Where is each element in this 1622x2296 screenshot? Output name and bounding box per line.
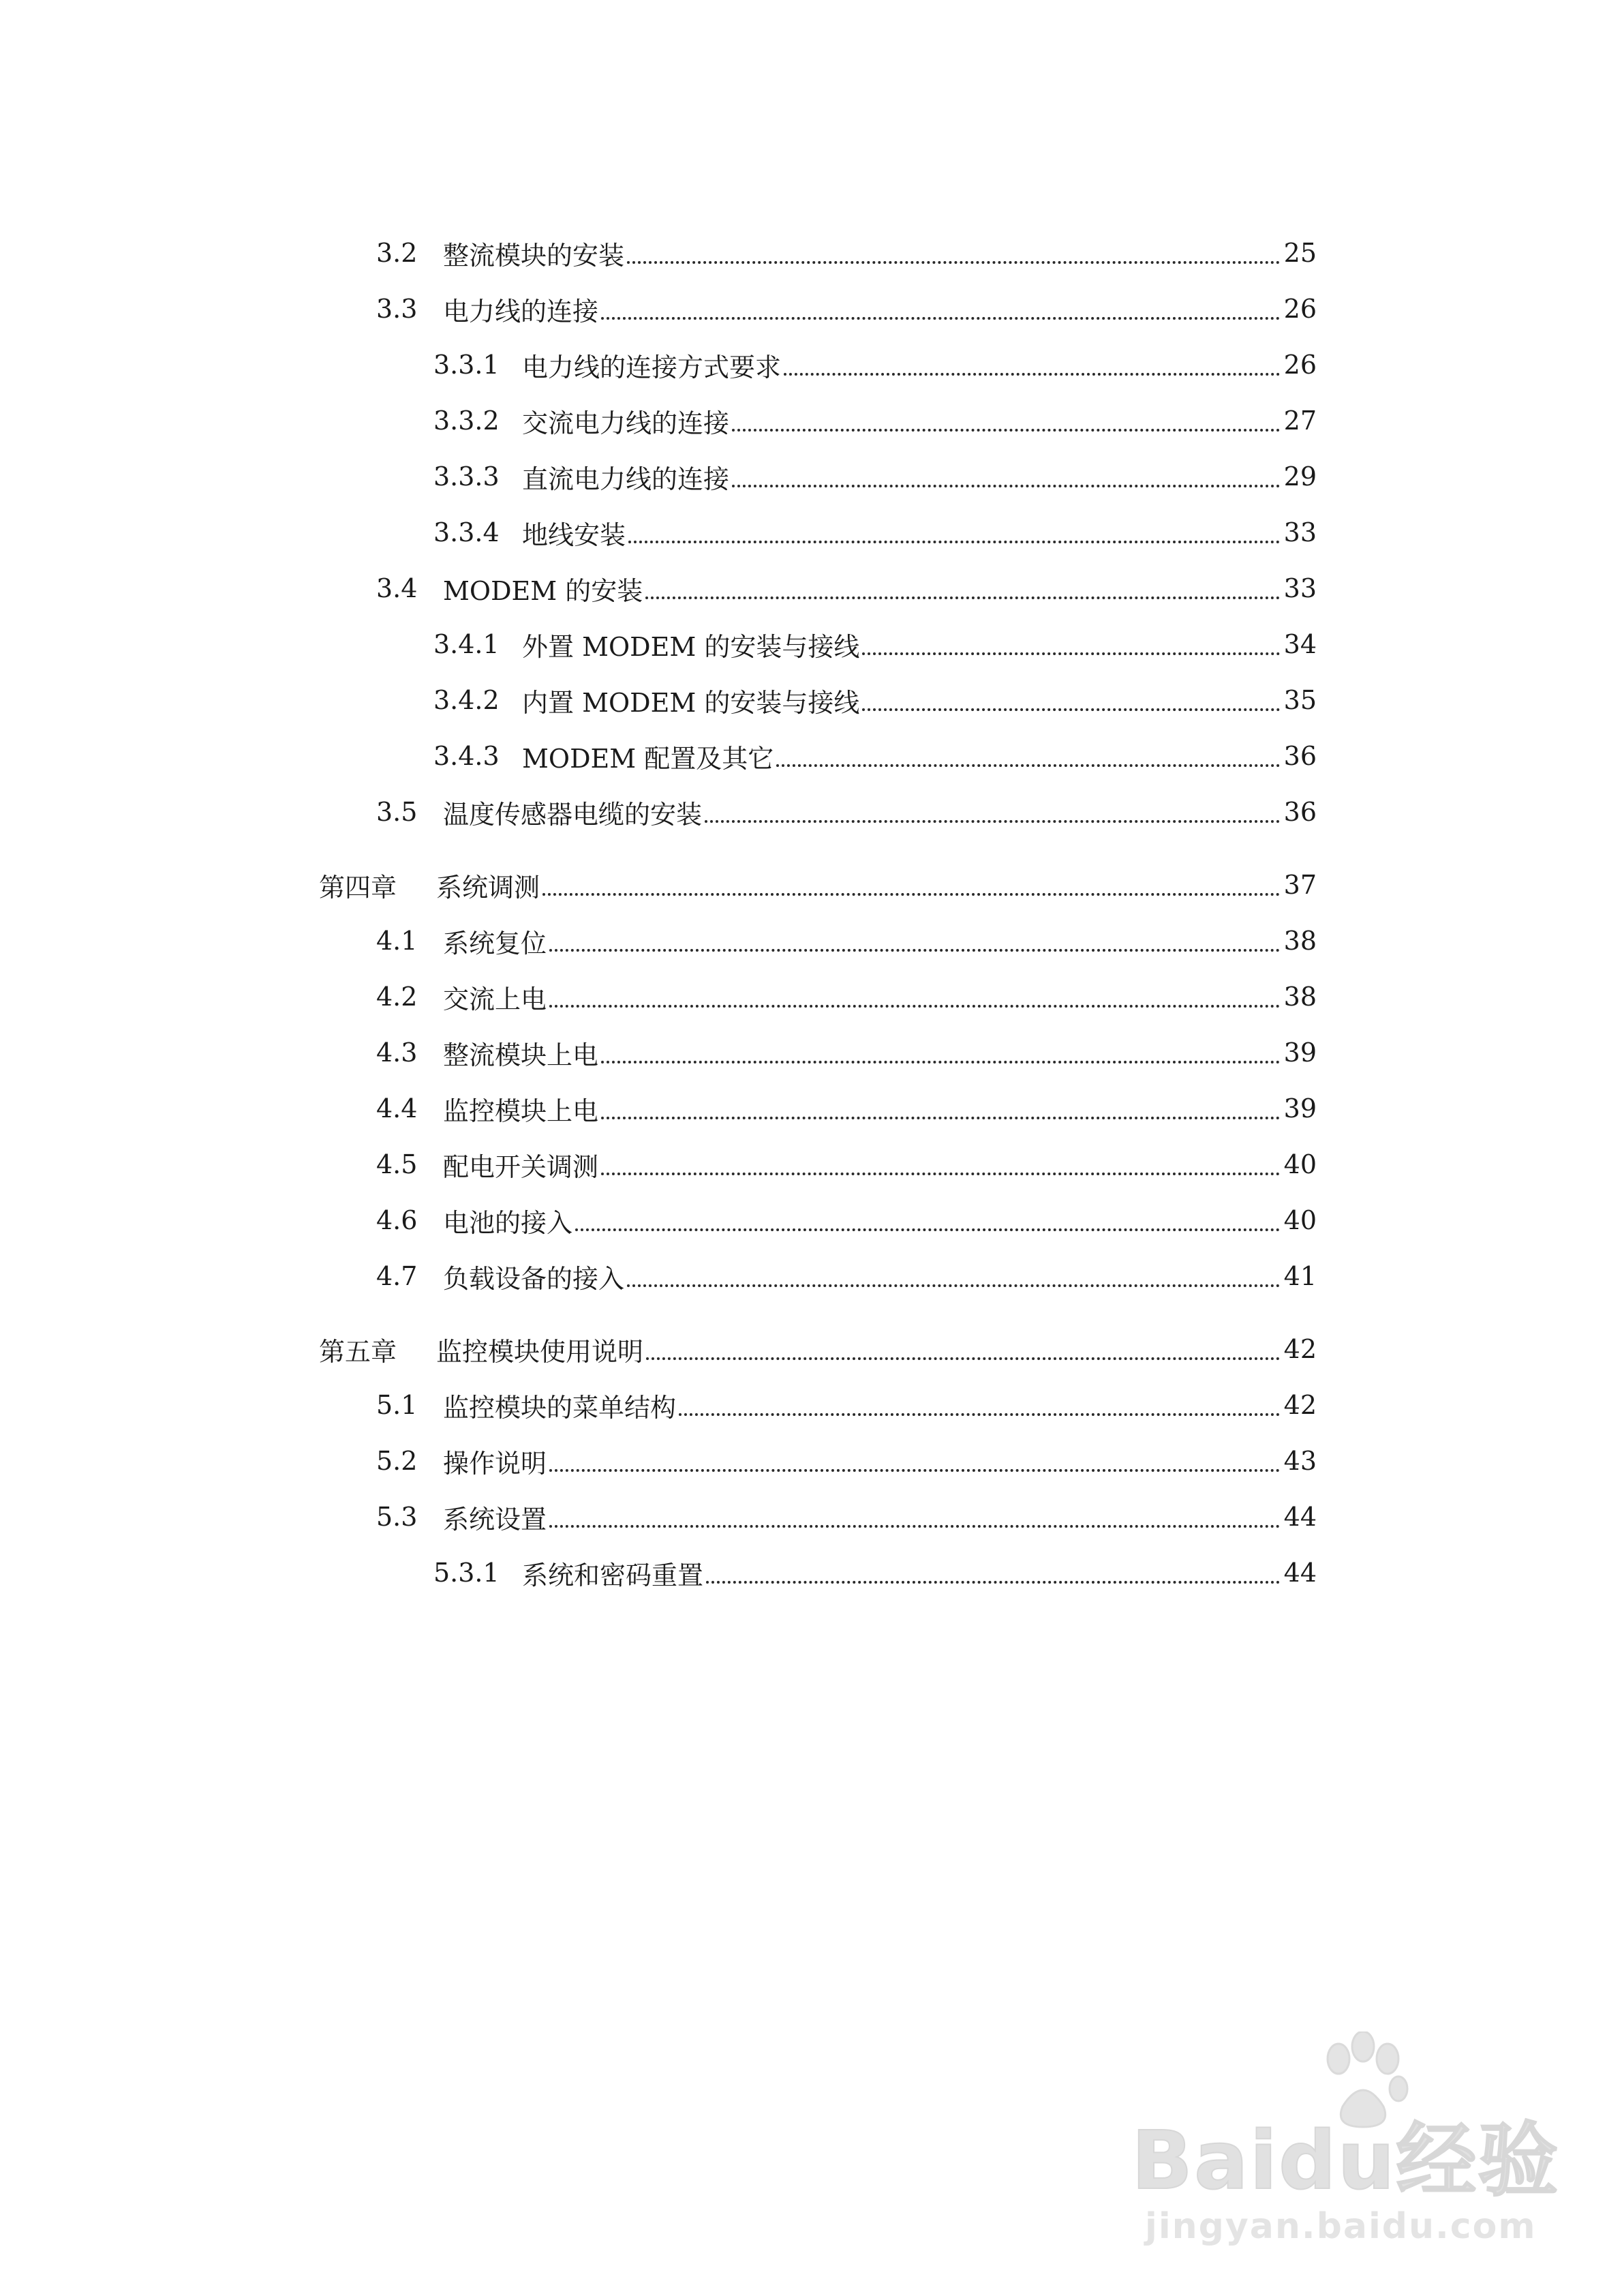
toc-entry-3-3[interactable] bbox=[376, 284, 1317, 333]
toc-page: 25 bbox=[1283, 238, 1317, 268]
dot-leader bbox=[549, 1525, 1280, 1528]
toc-title: MODEM 配置及其它 bbox=[522, 743, 774, 774]
dot-leader bbox=[862, 708, 1279, 711]
dot-leader bbox=[601, 317, 1280, 320]
toc-page: 33 bbox=[1283, 573, 1317, 603]
toc-number: 5.3.1 bbox=[433, 1558, 500, 1588]
toc-title: 系统复位 bbox=[443, 928, 547, 958]
dot-leader bbox=[776, 764, 1279, 767]
toc-number: 3.4.3 bbox=[433, 741, 500, 771]
toc-title: 监控模块使用说明 bbox=[436, 1336, 644, 1367]
toc-number: 3.3.3 bbox=[433, 462, 500, 492]
dot-leader bbox=[732, 429, 1280, 432]
toc-title: 监控模块上电 bbox=[443, 1096, 599, 1126]
toc-page: 27 bbox=[1283, 406, 1317, 436]
toc-page: 43 bbox=[1283, 1446, 1317, 1476]
dot-leader bbox=[601, 1117, 1280, 1119]
toc-entry-5-2[interactable] bbox=[376, 1436, 1317, 1485]
toc-title: 配电开关调测 bbox=[443, 1151, 599, 1182]
toc-title: 电力线的连接方式要求 bbox=[522, 352, 782, 382]
toc-number: 5.2 bbox=[376, 1446, 418, 1476]
toc-page: 44 bbox=[1283, 1502, 1317, 1532]
toc-number: 4.7 bbox=[376, 1261, 418, 1291]
toc-number: 3.4.2 bbox=[433, 685, 500, 715]
toc-number: 3.3.4 bbox=[433, 517, 500, 547]
toc-page: 29 bbox=[1283, 462, 1317, 492]
toc-entry-5-1[interactable] bbox=[376, 1380, 1317, 1430]
toc-title: 温度传感器电缆的安装 bbox=[443, 799, 703, 830]
toc-number: 4.6 bbox=[376, 1205, 418, 1235]
toc-number: 第五章 bbox=[319, 1336, 397, 1367]
dot-leader bbox=[627, 261, 1280, 264]
dot-leader bbox=[575, 1228, 1280, 1231]
toc-page: 35 bbox=[1283, 685, 1317, 715]
toc-number: 第四章 bbox=[319, 872, 397, 903]
toc-page: 39 bbox=[1283, 1038, 1317, 1068]
toc-entry-3-3-3[interactable] bbox=[433, 452, 1317, 501]
toc-entry-chapter-4[interactable] bbox=[319, 860, 1317, 909]
dot-leader bbox=[549, 1469, 1280, 1472]
toc-title: 操作说明 bbox=[443, 1448, 547, 1479]
toc-title: MODEM 的安装 bbox=[443, 575, 643, 606]
toc-title: 系统调测 bbox=[436, 872, 540, 903]
toc-entry-4-5[interactable] bbox=[376, 1140, 1317, 1189]
dot-leader bbox=[645, 596, 1279, 599]
toc-entry-4-3[interactable] bbox=[376, 1028, 1317, 1077]
toc-number: 3.3.2 bbox=[433, 406, 500, 436]
toc-title: 交流电力线的连接 bbox=[522, 408, 730, 438]
dot-leader bbox=[549, 1005, 1280, 1008]
baidu-jingyan-watermark bbox=[1131, 2031, 1567, 2247]
toc-number: 3.3 bbox=[376, 294, 418, 324]
toc-number: 3.4.1 bbox=[433, 629, 500, 659]
toc-number: 5.1 bbox=[376, 1390, 418, 1420]
toc-number: 3.4 bbox=[376, 573, 418, 603]
toc-page: 26 bbox=[1283, 294, 1317, 324]
toc-page: 42 bbox=[1283, 1390, 1317, 1420]
toc-number: 4.3 bbox=[376, 1038, 418, 1068]
toc-entry-3-3-2[interactable] bbox=[433, 396, 1317, 445]
toc-page: 37 bbox=[1283, 870, 1317, 900]
toc-page: 39 bbox=[1283, 1093, 1317, 1123]
toc-page: 38 bbox=[1283, 982, 1317, 1012]
toc-entry-5-3-1[interactable] bbox=[433, 1548, 1317, 1597]
toc-entry-4-1[interactable] bbox=[376, 916, 1317, 965]
toc-number: 4.1 bbox=[376, 926, 418, 956]
dot-leader bbox=[705, 820, 1280, 823]
toc-title: 电池的接入 bbox=[443, 1207, 573, 1238]
dot-leader bbox=[542, 893, 1280, 896]
watermark-url: jingyan.baidu.com bbox=[1145, 2206, 1537, 2247]
toc-entry-4-6[interactable] bbox=[376, 1196, 1317, 1245]
toc-page: 42 bbox=[1283, 1334, 1317, 1364]
dot-leader bbox=[601, 1061, 1280, 1063]
toc-page: 44 bbox=[1283, 1558, 1317, 1588]
toc-number: 4.4 bbox=[376, 1093, 418, 1123]
dot-leader bbox=[784, 373, 1280, 376]
toc-page: 36 bbox=[1283, 741, 1317, 771]
toc-entry-3-4[interactable] bbox=[376, 564, 1317, 613]
toc-title: 监控模块的菜单结构 bbox=[443, 1392, 677, 1423]
toc-entry-3-4-3[interactable] bbox=[433, 731, 1317, 781]
toc-number: 4.5 bbox=[376, 1149, 418, 1179]
toc-page: 33 bbox=[1283, 517, 1317, 547]
toc-page: 40 bbox=[1283, 1205, 1317, 1235]
toc-page: 34 bbox=[1283, 629, 1317, 659]
toc-title: 系统设置 bbox=[443, 1504, 547, 1535]
dot-leader bbox=[679, 1413, 1280, 1416]
toc-title: 整流模块的安装 bbox=[443, 240, 625, 271]
toc-title: 直流电力线的连接 bbox=[522, 464, 730, 494]
toc-entry-3-5[interactable] bbox=[376, 787, 1317, 836]
toc-number: 3.2 bbox=[376, 238, 418, 268]
toc-title: 外置 MODEM 的安装与接线 bbox=[522, 631, 860, 662]
dot-leader bbox=[627, 1284, 1280, 1287]
toc-page: 38 bbox=[1283, 926, 1317, 956]
toc-entry-4-2[interactable] bbox=[376, 972, 1317, 1021]
toc-entry-3-2[interactable] bbox=[376, 228, 1317, 277]
toc-entry-4-4[interactable] bbox=[376, 1084, 1317, 1133]
toc-entry-3-4-2[interactable] bbox=[433, 676, 1317, 725]
toc-title: 整流模块上电 bbox=[443, 1040, 599, 1070]
dot-leader bbox=[732, 485, 1280, 487]
dot-leader bbox=[646, 1357, 1280, 1360]
toc-page: 36 bbox=[1283, 797, 1317, 827]
toc-entry-3-3-4[interactable] bbox=[433, 508, 1317, 557]
toc-entry-4-7[interactable] bbox=[376, 1252, 1317, 1301]
toc-title: 内置 MODEM 的安装与接线 bbox=[522, 687, 860, 718]
toc-page: 41 bbox=[1283, 1261, 1317, 1291]
toc-number: 3.3.1 bbox=[433, 350, 500, 380]
toc-page: 40 bbox=[1283, 1149, 1317, 1179]
dot-leader bbox=[862, 652, 1279, 655]
dot-leader bbox=[601, 1173, 1280, 1175]
toc-number: 5.3 bbox=[376, 1502, 418, 1532]
dot-leader bbox=[628, 541, 1280, 543]
toc-title: 地线安装 bbox=[522, 519, 626, 550]
dot-leader bbox=[706, 1581, 1280, 1584]
watermark-brand: Baidu经验 bbox=[1131, 2113, 1560, 2207]
toc-page: 26 bbox=[1283, 350, 1317, 380]
dot-leader bbox=[549, 949, 1280, 952]
toc-entry-3-3-1[interactable] bbox=[433, 340, 1317, 389]
toc-title: 交流上电 bbox=[443, 984, 547, 1014]
toc-number: 3.5 bbox=[376, 797, 418, 827]
toc-entry-5-3[interactable] bbox=[376, 1492, 1317, 1541]
toc-title: 负载设备的接入 bbox=[443, 1263, 625, 1294]
toc-title: 电力线的连接 bbox=[443, 296, 599, 327]
toc-entry-3-4-1[interactable] bbox=[433, 620, 1317, 669]
toc-entry-chapter-5[interactable] bbox=[319, 1325, 1317, 1374]
toc-number: 4.2 bbox=[376, 982, 418, 1012]
toc-title: 系统和密码重置 bbox=[522, 1560, 704, 1590]
